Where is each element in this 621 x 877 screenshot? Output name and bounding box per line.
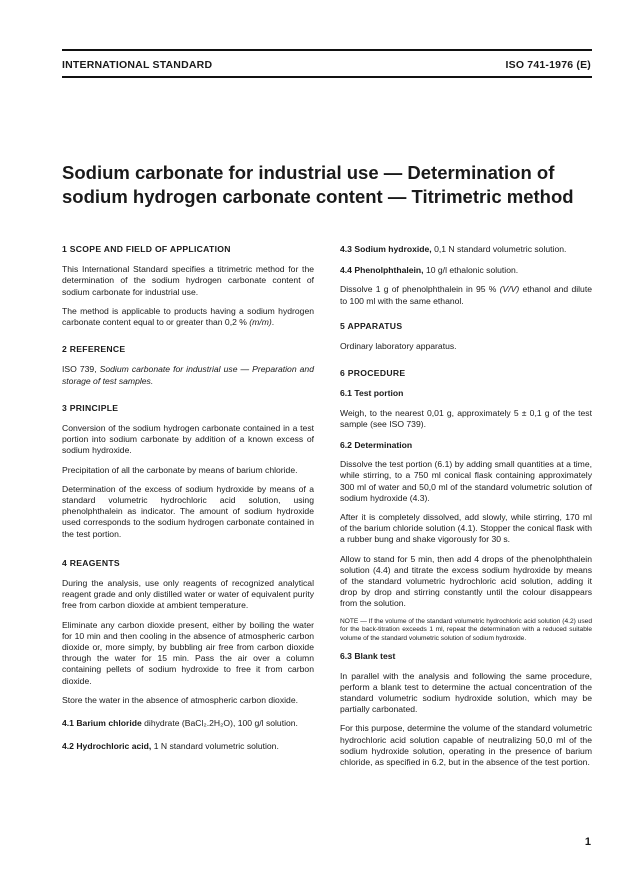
reagent-4-3: 4.3 Sodium hydroxide, 0,1 N standard volumetric solution. (340, 244, 567, 254)
s6-1-paragraph: Weigh, to the nearest 0,01 g, approximately 5 ± 0,1 g of the test sample (see ISO 739). (340, 407, 592, 429)
top-rule (62, 49, 592, 51)
note: NOTE — If the volume of the standard volumetric hydrochloric acid solution (4.2) used for the back-titration exceeds 1 ml, repeat the determination with a reduced suitable volume of the standard volumetric solution of sodium hydroxide. (340, 617, 592, 642)
reagent-4-1: 4.1 Barium chloride dihydrate (BaCl₂.2H₂O), 100 g/l solution. (62, 718, 298, 729)
s6-2-paragraph: Allow to stand for 5 min, then add 4 drops of the phenolphthalein solution (4.4) and titrate the excess sodium hydroxide by means of the standard volumetric hydrochloric acid solution, adding it drop by drop and stirring constantly until the colour disappears from the solution. (340, 553, 592, 609)
s1-paragraph: This International Standard specifies a titrimetric method for the determination of the sodium hydrogen carbonate content of sodium carbonate for industrial use. (62, 264, 314, 297)
page-number: 1 (584, 836, 591, 848)
reagent-4-2: 4.2 Hydrochloric acid, 1 N standard volumetric solution. (62, 741, 279, 752)
s3-paragraph: Precipitation of all the carbonate by means of barium chloride. (62, 464, 298, 475)
s6-3-paragraph: For this purpose, determine the volume of the standard volumetric hydrochloric acid solution capable of neutralizing 50,0 ml of the sodium hydroxide solution, operating in the presence of barium chloride, as specified in 6.2, but in the absence of the test portion. (340, 723, 592, 768)
s6-2-paragraph: After it is completely dissolved, add slowly, while stirring, 170 ml of the barium chloride solution (4.1). Stopper the conical flask with a rubber bung and shake vigorously for 30 s. (340, 512, 592, 545)
section-2-heading: 2 REFERENCE (62, 344, 126, 355)
subsection-6-2: 6.2 Determination (340, 440, 413, 451)
header-right: ISO 741-1976 (E) (505, 59, 591, 71)
section-3-heading: 3 PRINCIPLE (62, 402, 119, 413)
reagent-4-4: 4.4 Phenolphthalein, 10 g/l ethalonic solution. (340, 265, 519, 276)
s4-paragraph: Store the water in the absence of atmospheric carbon dioxide. (62, 694, 298, 705)
section-5-heading: 5 APPARATUS (340, 320, 403, 331)
subsection-6-1: 6.1 Test portion (340, 388, 404, 399)
document-title (62, 161, 602, 209)
s3-paragraph: Conversion of the sodium hydrogen carbonate contained in a test portion into sodium carbonate by addition of a known excess of sodium hydroxide. (62, 423, 314, 456)
s1-paragraph: The method is applicable to products having a sodium hydrogen carbonate content equal to or greater than 0,2 % (m/m). (62, 305, 314, 328)
header-rule (62, 76, 592, 78)
section-6-heading: 6 PROCEDURE (340, 368, 406, 379)
left-column (62, 244, 314, 761)
s2-paragraph: ISO 739, Sodium carbonate for industrial use — Preparation and storage of test samples. (62, 364, 314, 386)
reagent-4-4-paragraph: Dissolve 1 g of phenolphthalein in 95 % (V/V) ethanol and dilute to 100 ml with the same ethanol. (340, 284, 592, 306)
s6-2-paragraph: Dissolve the test portion (6.1) by adding small quantities at a time, while stirring, to a 750 ml conical flask containing approximately 300 ml of water and 50,0 ml of the standard volumetric solution of sodium hydroxide (4.3). (340, 459, 592, 503)
s4-paragraph: Eliminate any carbon dioxide present, either by boiling the water for 10 min and then cooling in the absence of atmospheric carbon dioxide or, more simply, by bubbling air free from carbon dioxide through the water for 15 min. Pass the air over a column containing pellets of sodium hydroxide to free it from carbon dioxide. (62, 619, 314, 686)
section-4-heading: 4 REAGENTS (62, 557, 120, 568)
header-left: INTERNATIONAL STANDARD (62, 59, 213, 71)
right-column (340, 244, 592, 776)
title-line-1: Sodium carbonate for industrial use — Determination of (62, 162, 555, 183)
section-1-heading: 1 SCOPE AND FIELD OF APPLICATION (62, 244, 231, 254)
s5-paragraph: Ordinary laboratory apparatus. (340, 341, 457, 352)
subsection-6-3: 6.3 Blank test (340, 651, 396, 662)
s3-paragraph: Determination of the excess of sodium hydroxide by means of a standard volumetric hydrochloric acid solution, using phenolphthalein as indicator. The amount of sodium hydroxide used corresponds to the sodium hydrogen carbonate contained in the test portion. (62, 483, 314, 539)
s6-3-paragraph: In parallel with the analysis and following the same procedure, perform a blank test to determine the actual concentration of the standard volumetric sodium hydroxide solution, which may be partially carbonated. (340, 670, 592, 715)
title-line-2: sodium hydrogen carbonate content — Titrimetric method (62, 186, 574, 207)
s4-paragraph: During the analysis, use only reagents of recognized analytical reagent grade and only distilled water or water of equivalent purity free from carbon dioxide at ambient temperature. (62, 578, 314, 611)
